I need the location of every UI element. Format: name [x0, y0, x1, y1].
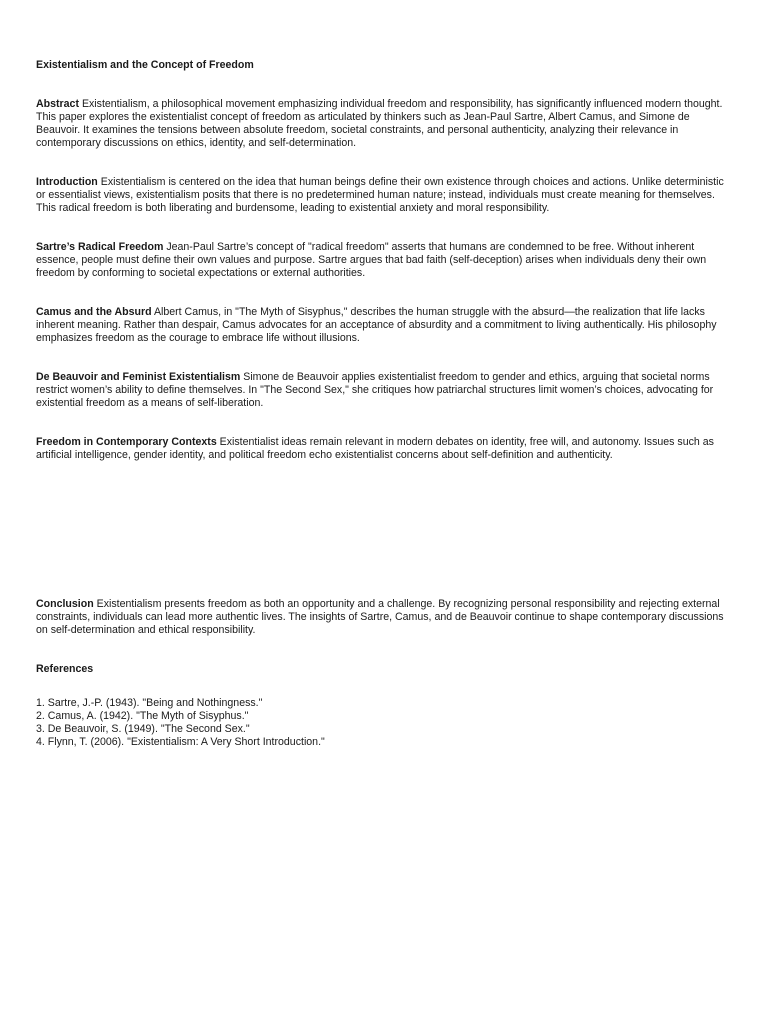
reference-item: 1. Sartre, J.-P. (1943). "Being and Nothingness."	[36, 697, 263, 709]
document-title: Existentialism and the Concept of Freedom	[36, 59, 254, 71]
section-heading: Camus and the Absurd	[36, 306, 152, 318]
section-heading: Freedom in Contemporary Contexts	[36, 436, 217, 448]
references-heading: References	[36, 663, 94, 675]
section-sartre	[36, 241, 736, 280]
reference-item: 2. Camus, A. (1942). "The Myth of Sisyphus."	[36, 710, 249, 722]
section-heading: De Beauvoir and Feminist Existentialism	[36, 371, 241, 383]
section-text: Simone de Beauvoir applies existentialist freedom to gender and ethics, arguing that societal norms restrict women’s ability to define themselves. In "The Second Sex," she critiques how patriarchal structures limit women’s choices, advocating for existential freedom as a means of self-liberation.	[36, 371, 714, 409]
section-introduction	[36, 176, 736, 215]
section-abstract	[36, 98, 736, 150]
section-text: Existentialism presents freedom as both an opportunity and a challenge. By recognizing personal responsibility and rejecting external constraints, individuals can lead more authentic lives. The insights of Sartre, Camus, and de Beauvoir continue to shape contemporary discussions on self-determination and ethical responsibility.	[36, 598, 724, 636]
section-contemporary	[36, 436, 736, 462]
section-heading: Introduction	[36, 176, 98, 188]
reference-item: 3. De Beauvoir, S. (1949). "The Second Sex."	[36, 723, 250, 735]
section-text: Albert Camus, in "The Myth of Sisyphus," describes the human struggle with the absurd—the realization that life lacks inherent meaning. Rather than despair, Camus advocates for an acceptance of absurdity and a commitment to living authentically. His philosophy emphasizes freedom as the courage to embrace life without illusions.	[36, 306, 717, 344]
section-de-beauvoir	[36, 371, 736, 410]
references-list	[36, 697, 325, 749]
section-heading: Sartre’s Radical Freedom	[36, 241, 164, 253]
reference-item: 4. Flynn, T. (2006). "Existentialism: A Very Short Introduction."	[36, 736, 325, 748]
section-heading: Conclusion	[36, 598, 94, 610]
section-camus	[36, 306, 736, 345]
section-heading: Abstract	[36, 98, 79, 110]
section-text: Existentialism is centered on the idea that human beings define their own existence through choices and actions. Unlike deterministic or essentialist views, existentialism posits that there is no predetermined human nature; instead, individuals must create meaning for themselves. This radical freedom is both liberating and burdensome, leading to existential anxiety and moral responsibility.	[36, 176, 724, 214]
section-conclusion	[36, 598, 736, 637]
section-text: Existentialism, a philosophical movement emphasizing individual freedom and responsibility, has significantly influenced modern thought. This paper explores the existentialist concept of freedom as articulated by thinkers such as Jean-Paul Sartre, Albert Camus, and Simone de Beauvoir. It examines the tensions between absolute freedom, societal constraints, and personal authenticity, analyzing their relevance in contemporary discussions on ethics, identity, and self-determination.	[36, 98, 723, 149]
section-text: Existentialist ideas remain relevant in modern debates on identity, free will, and autonomy. Issues such as artificial intelligence, gender identity, and political freedom echo existentialist concerns about self-definition and authenticity.	[36, 436, 714, 461]
section-text: Jean-Paul Sartre’s concept of "radical freedom" asserts that humans are condemned to be free. Without inherent essence, people must define their own values and purpose. Sartre argues that bad faith (self-deception) arises when individuals deny their own freedom by conforming to societal expectations or external authorities.	[36, 241, 707, 279]
